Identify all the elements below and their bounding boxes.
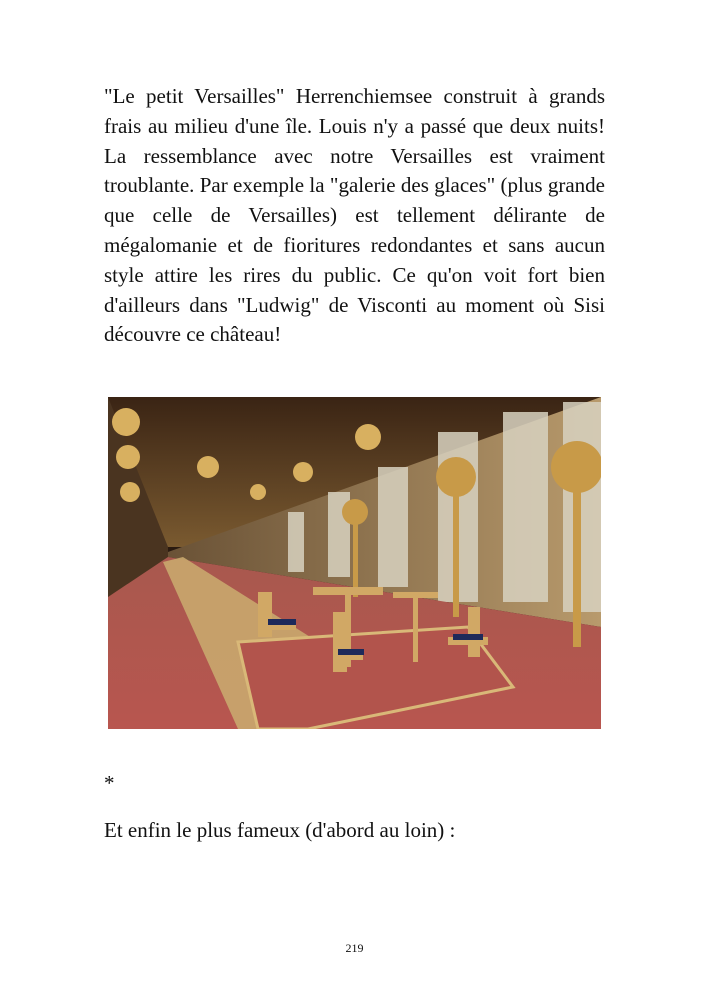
page-number: 219: [345, 941, 364, 955]
closing-line: Et enfin le plus fameux (d'abord au loin) :: [104, 818, 456, 842]
section-separator: *: [104, 771, 115, 795]
body-paragraph: "Le petit Versailles" Herrenchiemsee construit à grands frais au milieu d'une île. Louis n'y a passé que deux nuits! La ressemblance avec notre Versailles est vraiment troublante. Par exemple la "galerie des glaces" (plus grande que celle de Versailles) est tellement délirante de mégalomanie et de fioritures redondantes et sans aucun style attire les rires du public. Ce qu'on voit fort bien d'ailleurs dans "Ludwig" de Visconti au moment où Sisi découvre ce château!: [104, 84, 605, 347]
hall-of-mirrors-photo: [108, 397, 601, 729]
